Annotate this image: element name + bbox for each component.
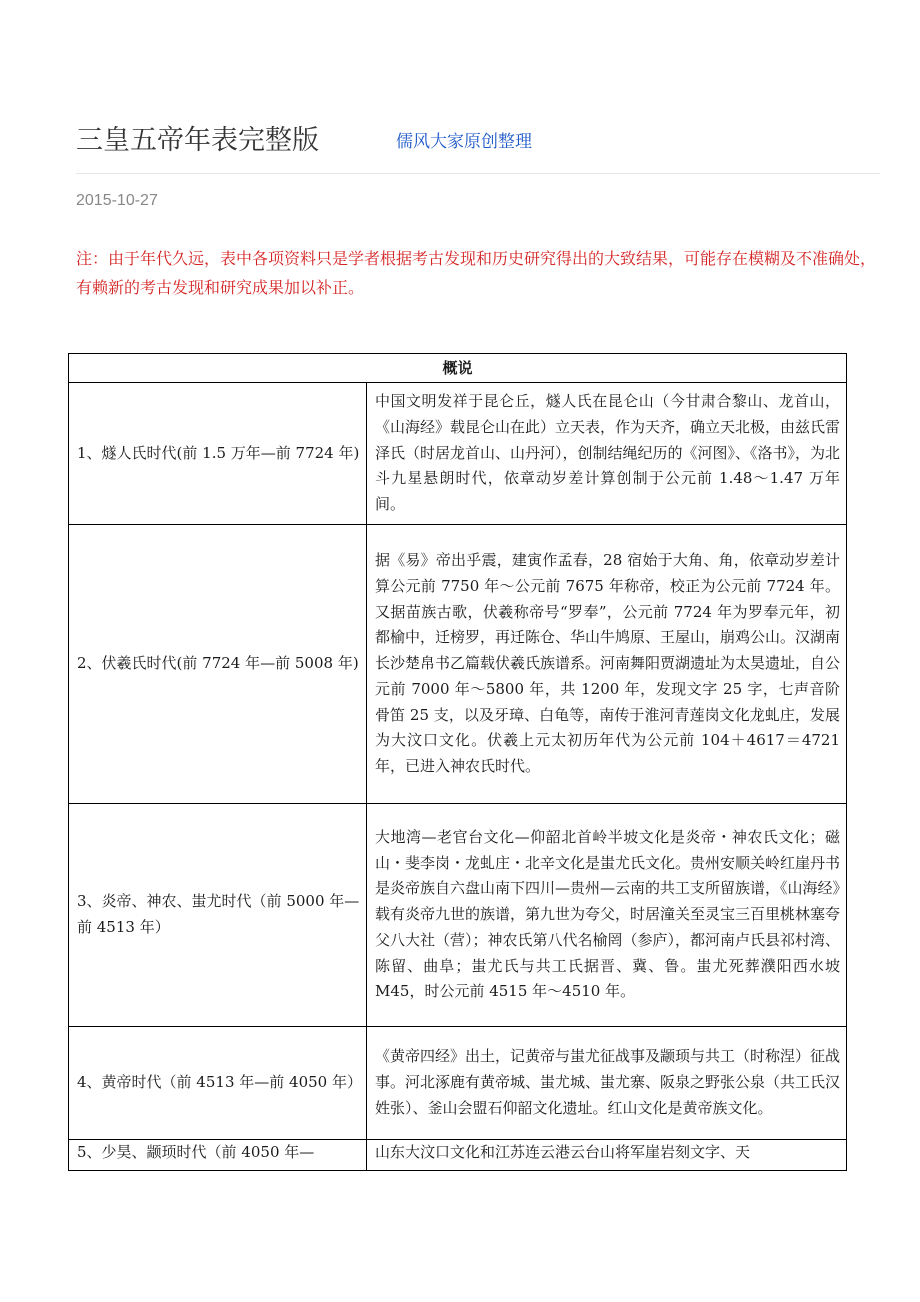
era-name <box>69 1140 367 1171</box>
page-title: 三皇五帝年表完整版 <box>76 125 319 156</box>
table-row <box>69 525 847 804</box>
table-header: 概说 <box>69 354 847 383</box>
author-link[interactable]: 儒风大家原创整理 <box>396 132 532 152</box>
era-description: 中国文明发祥于昆仑丘，燧人氏在昆仑山（今甘肃合黎山、龙首山，《山海经》载昆仑山在此）立天表，作为天齐，确立天北极，由兹氏雷泽氏（时居龙首山、山丹河），创制结绳纪历的《河图》、《洛书》，为北斗九星悬朗时代，依章动岁差计算创制于公元前 1.48～1.47 万年间。 <box>367 383 847 525</box>
era-description: 据《易》帝出乎震，建寅作孟春，28 宿始于大角、角，依章动岁差计算公元前 7750 年～公元前 7675 年称帝，校正为公元前 7724 年。又据苗族古歌，伏羲称帝号“罗奉”，公元前 7724 年为罗奉元年，初都榆中，迁榜罗，再迁陈仓、华山牛鸠原、王屋山，崩鸡公山。汉湖南长沙楚帛书乙篇载伏羲氏族谱系。河南舞阳贾湖遗址为太昊遗址，自公元前 7000 年～5800 年，共 1200 年，发现文字 25 字，七声音阶骨笛 25 支，以及牙璋、白龟等，南传于淮河青莲岗文化龙虬庄，发展为大汶口文化。伏羲上元太初历年代为公元前 104＋4617＝4721 年，已进入神农氏时代。 <box>367 525 847 804</box>
era-description-text: 山东大汶口文化和江苏连云港云台山将军崖岩刻文字、天 <box>375 1143 751 1161</box>
era-table <box>68 353 847 1171</box>
era-description: 《黄帝四经》出土，记黄帝与蚩尤征战事及颛顼与共工（时称涅）征战事。河北涿鹿有黄帝城、蚩尤城、蚩尤寨、阪泉之野张公泉（共工氏汉姓张）、釜山会盟石仰韶文化遗址。红山文化是黄帝族文化。 <box>367 1027 847 1140</box>
era-name: 2、伏羲氏时代(前 7724 年—前 5008 年) <box>69 525 367 804</box>
table-header-row <box>69 354 847 383</box>
table-row <box>69 804 847 1027</box>
publish-date: 2015-10-27 <box>76 192 158 209</box>
era-name: 4、黄帝时代（前 4513 年—前 4050 年） <box>69 1027 367 1140</box>
table-row <box>69 1140 847 1171</box>
disclaimer-note: 注：由于年代久远，表中各项资料只是学者根据考古发现和历史研究得出的大致结果，可能存在模糊及不准确处，有赖新的考古发现和研究成果加以补正。 <box>76 249 877 297</box>
table-row <box>69 383 847 525</box>
era-description <box>367 1140 847 1171</box>
title-divider <box>76 173 880 174</box>
era-description: 大地湾—老官台文化—仰韶北首岭半坡文化是炎帝・神农氏文化；磁山・斐李岗・龙虬庄・北辛文化是蚩尤氏文化。贵州安顺关岭红崖丹书是炎帝族自六盘山南下四川—贵州—云南的共工支所留族谱，《山海经》载有炎帝九世的族谱，第九世为夸父，时居潼关至灵宝三百里桃林塞夸父八大社（营）；神农氏第八代名榆罔（参庐），都河南卢氏县祁村湾、陈留、曲阜；蚩尤氏与共工氏据晋、冀、鲁。蚩尤死葬濮阳西水坡M45，时公元前 4515 年～4510 年。 <box>367 804 847 1027</box>
era-name: 3、炎帝、神农、蚩尤时代（前 5000 年—前 4513 年） <box>69 804 367 1027</box>
table-row <box>69 1027 847 1140</box>
era-name: 1、燧人氏时代(前 1.5 万年—前 7724 年) <box>69 383 367 525</box>
era-name-text: 5、少昊、颛顼时代（前 4050 年— <box>77 1143 315 1161</box>
